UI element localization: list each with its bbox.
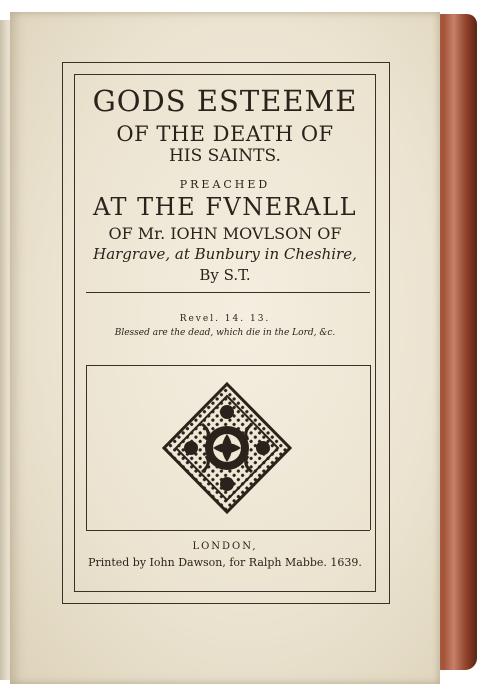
title-line-1: GODS ESTEEME — [92, 84, 358, 118]
imprint-place: LONDON, — [192, 541, 258, 552]
title-line-3: HIS SAINTS. — [169, 146, 281, 166]
title-line-2: OF THE DEATH OF — [116, 122, 334, 146]
subject-line: OF Mr. IOHN MOVLSON OF — [108, 224, 342, 243]
panel-right-rule — [370, 365, 371, 530]
imprint-line: Printed by Iohn Dawson, for Ralph Mabbe. 1639. — [88, 556, 362, 569]
rule-below-scripture — [86, 365, 370, 366]
rule-above-scripture — [86, 292, 370, 293]
panel-left-rule — [86, 365, 87, 530]
scripture-text: Blessed are the dead, which die in the Lord, &c. — [114, 328, 336, 338]
place-line: Hargrave, at Bunbury in Cheshire, — [93, 245, 357, 263]
funerall-line: AT THE FVNERALL — [92, 193, 358, 221]
preached-label: PREACHED — [179, 178, 271, 191]
scripture-reference: Revel. 14. 13. — [179, 314, 271, 324]
woodcut-lozenge-ornament-icon — [162, 382, 292, 514]
author-line: By S.T. — [199, 266, 251, 284]
rule-above-imprint — [86, 530, 370, 531]
